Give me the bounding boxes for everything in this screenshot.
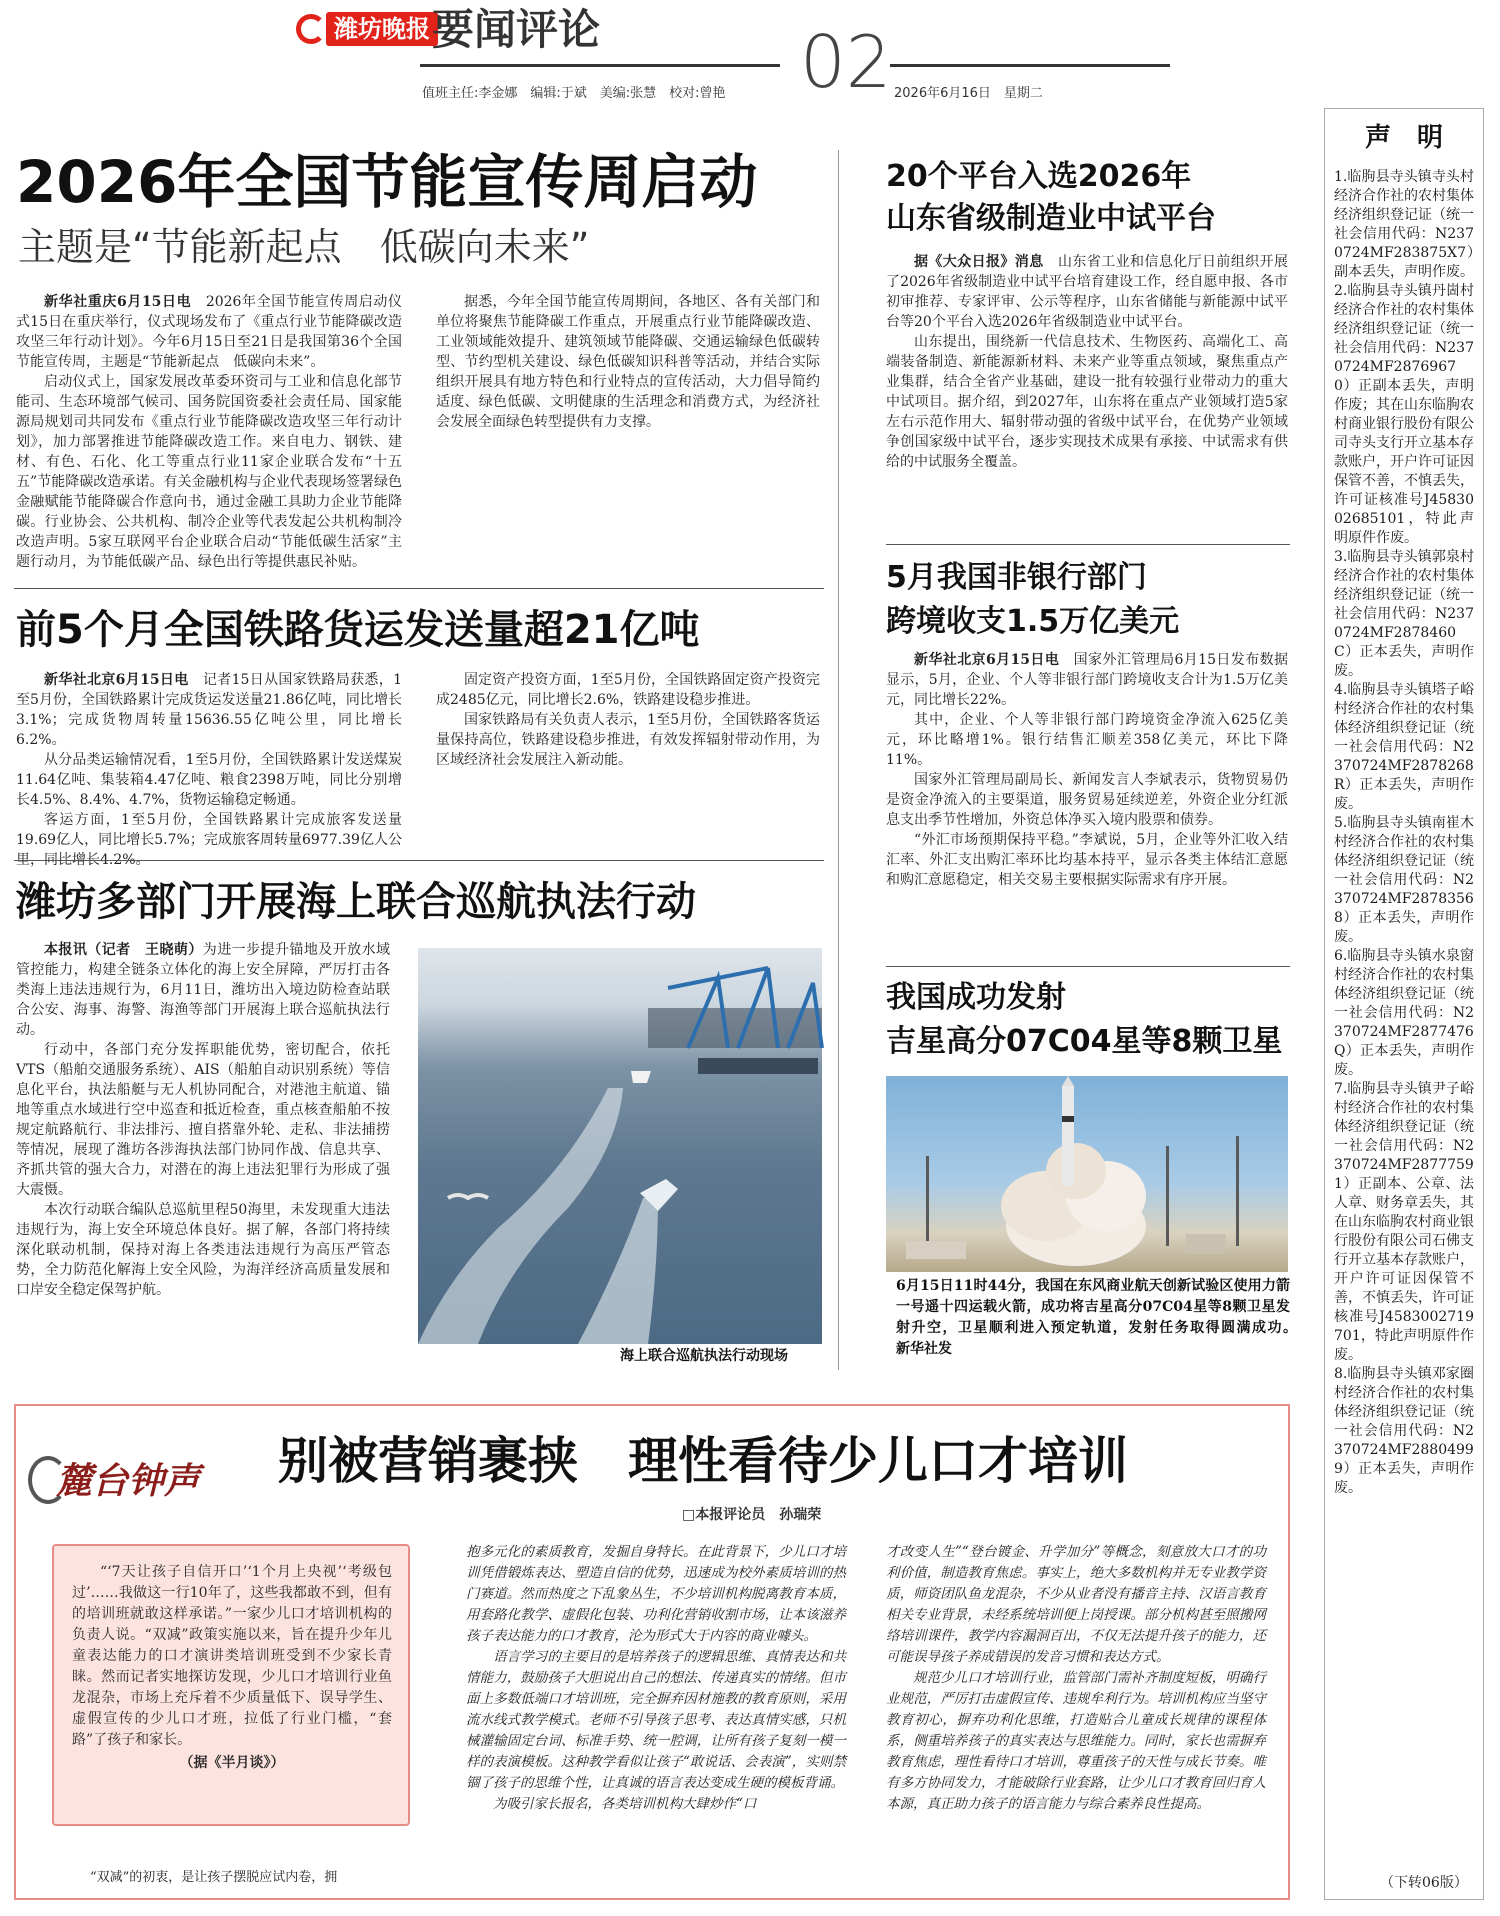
column-title: 别被营销裹挟 理性看待少儿口才培训 (278, 1432, 1128, 1490)
a5-body: 新华社北京6月15日电 国家外汇管理局6月15日发布数据显示，5月，企业、个人等非银行部门跨境收支合计为1.5万亿美元，同比增长22%。 其中，企业、个人等非银行部门跨境资金净流入625亿美元，环比略增1%。银行结售汇顺差358亿美元，环比下降11%。 国家外汇管理局副局长、新闻发言人李斌表示，货物贸易仍是资金净流入的主要渠道，服务贸易延续逆差，外资企业分红派息支出季节性增加，外资总体净买入境内股票和债券。 “外汇市场预期保持平稳。”李斌说，5月，企业等外汇收入结汇率、外汇支出购汇率环比均基本持平，显示各类主体结汇意愿和购汇意愿稳定，相关交易主要根据实际需求有序开展。 (886, 652, 1288, 888)
staff-line: 值班主任:李金娜 编辑:于斌 美编:张慧 校对:曾艳 (422, 86, 726, 101)
a1-col1: 新华社重庆6月15日电 2026年全国节能宣传周启动仪式15日在重庆举行，仪式现场发布了《重点行业节能降碳改造攻坚三年行动计划》。今年6月15日至21日是我国第36个全国节能宣传周，主题是“节能新起点 低碳向未来”。 启动仪式上，国家发展改革委环资司与工业和信息化部节能司、生态环境部气候司、国务院国资委社会责任局、国家能源局规划司共同发布《重点行业节能降碳改造攻坚三年行动计划》，加力部署推进节能降碳改造工作。来自电力、钢铁、建材、有色、石化、化工等重点行业11家企业联合发布“十五五”节能降碳改造承诺。有关金融机构与企业代表现场签署绿色金融赋能节能降碳合作意向书，通过金融工具助力企业节能降碳。行业协会、公共机构、制冷企业等代表发起公共机构制冷改造声明。5家互联网平台企业联合启动“节能低碳生活家”主题行动月，为节能低碳产品、绿色出行等提供惠民补贴。 (16, 294, 403, 570)
paper-logo-icon (296, 14, 326, 44)
masthead (290, 0, 1320, 110)
rocket-scene (886, 1076, 1288, 1272)
a1-p3: 据悉，今年全国节能宣传周期间，各地区、各有关部门和单位将聚焦节能降碳工作重点，开展重点行业节能降碳改造、工业领域能效提升、建筑领域节能降碳、交通运输绿色低碳转型、节约型机关建设、绿色低碳知识科普等活动，并结合实际组织开展具有地方特色和行业特点的宣传活动，大力倡导简约适度、绿色低碳、文明健康的生活理念和消费方式，为经济社会发展全面绿色转型提供有力支撑。 (436, 294, 820, 430)
column-c1-tail: “双减”的初衷，是让孩子摆脱应试内卷，拥 (90, 1870, 338, 1885)
a4-title: 20个平台入选2026年 山东省级制造业中试平台 (886, 159, 1216, 236)
column-byline: □本报评论员 孙瑞荣 (682, 1507, 822, 1523)
a2-col1: 新华社北京6月15日电 记者15日从国家铁路局获悉，1至5月份，全国铁路累计完成货运发送量21.86亿吨，同比增长3.1%；完成货物周转量15636.55亿吨公里，同比增长6.2%。 从分品类运输情况看，1至5月份，全国铁路累计发送煤炭11.64亿吨、集装箱4.47亿吨、粮食2398万吨，同比分别增长4.5%、8.4%、4.7%，货物运输稳定畅通。 客运方面，1至5月份，全国铁路累计完成旅客发送量19.69亿人，同比增长5.7%；完成旅客周转量6977.39亿人公里，同比增长4.2%。 (16, 672, 402, 868)
a1-title: 2026年全国节能宣传周启动 (16, 148, 758, 216)
notice-title: 声 明 (1364, 123, 1443, 153)
a6-caption: 6月15日11时44分，我国在东风商业航天创新试验区使用力箭一号遥十四运载火箭，成功将吉星高分07C04星等8颗卫星发射升空，卫星顺利进入预定轨道，发射任务取得圆满成功。 新华社发 (896, 1278, 1318, 1357)
a1-subtitle: 主题是“节能新起点 低碳向未来” (18, 225, 590, 269)
notice-list: 1.临朐县寺头镇寺头村经济合作社的农村集体经济组织登记证（统一社会信用代码：N2370724MF283875X7）副本丢失，声明作废。 2.临朐县寺头镇丹崮村经济合作社的农村集体经济组织登记证（统一社会信用代码：N2370724MF2876967 0）正副本丢失，声明作废；其在山东临朐农村商业银行股份有限公司寺头支行开立基本存款账户，开户许可证因保管不善，不慎丢失，许可证核准号J4583002685101，特此声明原件作废。 3.临朐县寺头镇郭泉村经济合作社的农村集体经济组织登记证（统一社会信用代码：N2370724MF2878460 C）正本丢失，声明作废。 4.临朐县寺头镇塔子峪村经济合作社的农村集体经济组织登记证（统一社会信用代码：N2370724MF2878268 R）正本丢失，声明作废。 5.临朐县寺头镇南崔木村经济合作社的农村集体经济组织登记证（统一社会信用代码：N2370724MF2878356 8）正本丢失，声明作废。 6.临朐县寺头镇水泉窗村经济合作社的农村集体经济组织登记证（统一社会信用代码：N2370724MF2877476 Q）正本丢失，声明作废。 7.临朐县寺头镇尹子峪村经济合作社的农村集体经济组织登记证（统一社会信用代码：N2370724MF2877759 1）正副本、公章、法人章、财务章丢失，其在山东临朐农村商业银行股份有限公司石佛支行开立基本存款账户，开户许可证因保管不善，不慎丢失，许可证核准号J4583002719701，特此声明原件作废。 8.临朐县寺头镇邓家圈村经济合作社的农村集体经济组织登记证（统一社会信用代码：N2370724MF2880499 9）正本丢失，声明作废。 (1334, 169, 1474, 1496)
a1-lead: 新华社重庆6月15日电 (44, 294, 192, 310)
a2-col2: 固定资产投资方面，1至5月份，全国铁路固定资产投资完成2485亿元，同比增长2.6%，铁路建设稳步推进。 国家铁路局有关负责人表示，1至5月份，全国铁路客货运量保持高位，铁路建设稳步推进，有效发挥辐射带动作用，为区域经济社会发展注入新动能。 (436, 672, 820, 768)
quote-text: “‘7天让孩子自信开口’‘1个月上央视’‘考级包过’……我做这一行10年了，这些我都敢不到，但有的培训班就敢这样承诺。”一家少儿口才培训机构的负责人说。“双减”政策实施以来，旨在提升少年儿童表达能力的口才演讲类培训班受到不少家长青睐。然而记者实地探访发现，少儿口才培训行业鱼龙混杂，市场上充斥着不少质量低下、误导学生、虚假宣传的少儿口才班，拉低了行业门槛，“套路”了孩子和家长。 （据《半月谈》） (72, 1564, 392, 1771)
a3-photo-caption: 海上联合巡航执法行动现场 (620, 1348, 788, 1364)
notice-footer: （下转06版） (1380, 1875, 1468, 1891)
a5-title: 5月我国非银行部门 跨境收支1.5万亿美元 (886, 560, 1180, 639)
column-logo: 麓台钟声 (28, 1450, 238, 1512)
a3-title: 潍坊多部门开展海上联合巡航执法行动 (16, 879, 696, 925)
page-number: 02 (800, 20, 892, 104)
a2-title: 前5个月全国铁路货运发送量超21亿吨 (16, 607, 700, 653)
header-rule-right (890, 64, 1170, 67)
sea-patrol-photo (418, 948, 822, 1344)
a3-col1: 本报讯（记者 王晓萌）为进一步提升锚地及开放水域管控能力，构建全链条立体化的海上安全屏障，严厉打击各类海上违法违规行为，6月11日，潍坊出入境边防检查站联合公安、海事、海警、海渔等部门开展海上联合巡航执法行动。 行动中，各部门充分发挥职能优势，密切配合，依托VTS（船舶交通服务系统）、AIS（船舶自动识别系统）等信息化平台，执法船艇与无人机协同配合，对港池主航道、锚地等重点水域进行空中巡查和抵近检查，重点核查船舶不按规定航路航行、非法排污、擅自搭靠外轮、走私、非法捕捞等情况，展现了潍坊各涉海执法部门协同作战、信息共享、齐抓共管的强大合力，对潜在的海上违法犯罪行为形成了强大震慑。 本次行动联合编队总巡航里程50海里，未发现重大违法违规行为，海上安全环境总体良好。据了解，各部门将持续深化联动机制，保持对海上各类违法违规行为高压严管态势，全力防范化解海上安全风险，为海洋经济高质量发展和口岸安全稳定保驾护航。 (16, 942, 391, 1298)
a4-body: 据《大众日报》消息 山东省工业和信息化厅日前组织开展了2026年省级制造业中试平台培育建设工作，经自愿申报、各市初审推荐、专家评审、公示等程序，山东省储能与新能源中试平台等20个平台入选2026年省级制造业中试平台。 山东提出，围绕新一代信息技术、生物医药、高端化工、高端装备制造、新能源新材料、未来产业等重点领域，聚焦重点产业集群，结合全省产业基础，建设一批有较强行业带动力的重大中试项目。据介绍，到2027年，山东将在重点产业领域打造5家左右示范作用大、辐射带动强的省级中试平台，在优势产业领域争创国家级中试平台，逐步实现技术成果有承接、中试需求有供给的中试服务全覆盖。 (886, 254, 1289, 470)
section-title: 要闻评论 (432, 5, 601, 54)
paper-logo: 潍坊晚报 (326, 12, 438, 46)
column-c3: 才改变人生”“登台镀金、升学加分”等概念，刻意放大口才的功利价值，制造教育焦虑。事实上，绝大多数机构并无专业教学资质，师资团队鱼龙混杂，不少从业者没有播音主持、汉语言教育相关专业背景，未经系统培训便上岗授课。部分机构甚至照搬网络培训课件，教学内容漏洞百出，不仅无法提升孩子的能力，还可能误导孩子养成错误的发音习惯和表达方式。 规范少儿口才培训行业，监管部门需补齐制度短板，明确行业规范，严厉打击虚假宣传、违规牟利行为。培训机构应当坚守教育初心，摒弃功利化思维，打造贴合儿童成长规律的课程体系，侧重培养孩子的真实表达与思维能力。同时，家长也需摒弃教育焦虑，理性看待口才培训，尊重孩子的天性与成长节奏。唯有多方协同发力，才能破除行业套路，让少儿口才教育回归育人本源，真正助力孩子的语言能力与综合素养良性提高。 (886, 1544, 1266, 1812)
a6-title: 我国成功发射 吉星高分07C04星等8颗卫星 (886, 980, 1283, 1059)
a1-p2: 启动仪式上，国家发展改革委环资司与工业和信息化部节能司、生态环境部气候司、国务院国资委社会责任局、国家能源局规划司共同发布《重点行业节能降碳改造攻坚三年行动计划》，加力部署推进节能降碳改造工作。来自电力、钢铁、建材、有色、石化、化工等重点行业11家企业联合发布“十五五”节能降碳改造承诺。有关金融机构与企业代表现场签署绿色金融赋能节能降碳合作意向书，通过金融工具助力企业节能降碳。行业协会、公共机构、制冷企业等代表发起公共机构制冷改造声明。5家互联网平台企业联合启动“节能低碳生活家”主题行动月，为节能低碳产品、绿色出行等提供惠民补贴。 (16, 374, 402, 570)
date-line: 2026年6月16日 星期二 (894, 86, 1043, 101)
harbor-scene (418, 948, 822, 1344)
rocket-launch-photo (886, 1076, 1288, 1272)
a1-col2 (436, 292, 820, 432)
header-rule (420, 64, 780, 67)
column-c2: 抱多元化的素质教育，发掘自身特长。在此背景下，少儿口才培训凭借锻炼表达、塑造自信的优势，迅速成为校外素质培训的热门赛道。然而热度之下乱象丛生，不少培训机构脱离教育本质，用套路化教学、虚假化包装、功利化营销收割市场，让本该滋养孩子表达能力的口才教育，沦为形式大于内容的商业噱头。 语言学习的主要目的是培养孩子的逻辑思维、真情表达和共情能力，鼓励孩子大胆说出自己的想法、传递真实的情绪。但市面上多数低端口才培训班，完全摒弃因材施教的教育原则，采用流水线式教学模式。老师不引导孩子思考、表达真情实感，只机械灌输固定台词、标准手势、统一腔调，让所有孩子复刻一模一样的表演模板。这种教学看似让孩子“敢说话、会表演”，实则禁锢了孩子的思维个性，让真诚的语言表达变成生硬的模板背诵。 为吸引家长报名，各类培训机构大肆炒作“口 (466, 1544, 846, 1812)
